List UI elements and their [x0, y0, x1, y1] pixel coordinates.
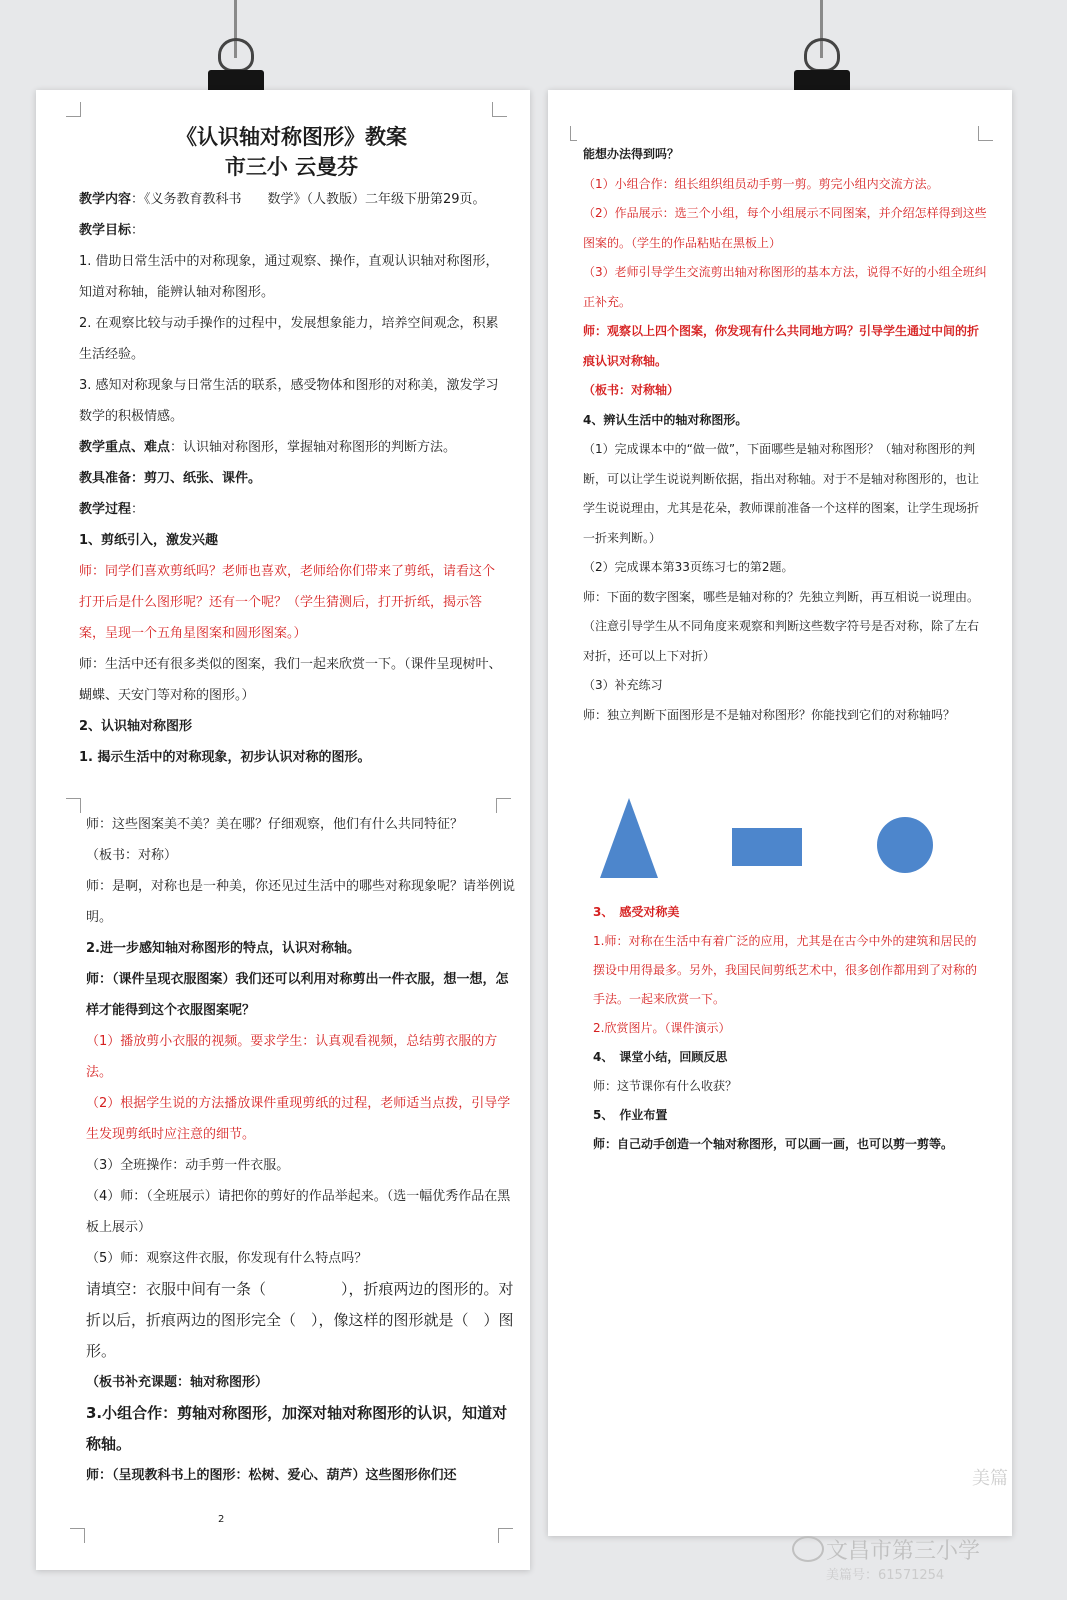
- crop-mark: [978, 126, 993, 141]
- paragraph: 教学过程：: [79, 502, 145, 517]
- watermark-logo: 美篇: [972, 1468, 1008, 1489]
- crop-mark: [570, 126, 577, 141]
- crop-mark: [66, 798, 81, 813]
- paragraph: （3）补充练习: [583, 678, 663, 692]
- crop-mark: [498, 1528, 513, 1543]
- watermark-name: 文昌市第三小学: [826, 1539, 981, 1564]
- paragraph: （3）老师引导学生交流剪出轴对称图形的基本方法，说得不好的小组全班纠正补充。: [583, 265, 987, 309]
- triangle-shape: [600, 798, 658, 878]
- left-paragraph-list-2: [86, 809, 516, 1491]
- paragraph: （2）作品展示：选三个小组，每个小组展示不同图案，并介绍怎样得到这些图案的。（学生的作品粘贴在黑板上）: [583, 206, 987, 250]
- paragraph: 教学目标：: [79, 223, 145, 238]
- document-page-right: [548, 90, 1012, 1536]
- paragraph: 3、 感受对称美: [593, 905, 680, 919]
- wechat-icon: [792, 1536, 824, 1562]
- left-column-bottom: [86, 809, 516, 1491]
- paragraph: 师：生活中还有很多类似的图案，我们一起来欣赏一下。（课件呈现树叶、蝴蝶、天安门等对称的图形。）: [79, 657, 502, 703]
- circle-shape: [877, 817, 933, 873]
- paragraph: （板书补充课题：轴对称图形）: [86, 1375, 269, 1390]
- paragraph: （板书：对称）: [86, 848, 178, 863]
- paragraph: （3）全班操作：动手剪一件衣服。: [86, 1158, 290, 1173]
- paragraph: 请填空：衣服中间有一条（ ），折痕两边的图形的。对折以后，折痕两边的图形完全（ ），像这样的图形就是（ ）图形。: [86, 1280, 514, 1360]
- paragraph: 师：这节课你有什么收获？: [593, 1079, 738, 1093]
- crop-mark: [66, 102, 81, 117]
- paragraph: 师：（课件呈现衣服图案）我们还可以利用对称剪出一件衣服，想一想，怎样才能得到这个衣服图案呢？: [86, 972, 509, 1018]
- paragraph: 教学重点、难点：认识轴对称图形，掌握轴对称图形的判断方法。: [79, 440, 457, 455]
- document-title: 《认识轴对称图形》教案: [176, 125, 407, 149]
- paragraph: 2. 在观察比较与动手操作的过程中，发展想象能力，培养空间观念，积累生活经验。: [79, 316, 499, 362]
- paragraph: （板书：对称轴）: [583, 383, 680, 397]
- paragraph: 师：这些图案美不美？美在哪？仔细观察，他们有什么共同特征？: [86, 817, 464, 832]
- paragraph: 2.进一步感知轴对称图形的特点，认识对称轴。: [86, 941, 360, 956]
- paragraph: （2）根据学生说的方法播放课件重现剪纸的过程，老师适当点拨，引导学生发现剪纸时应注意的细节。: [86, 1096, 511, 1142]
- paragraph: 1、剪纸引入，激发兴趣: [79, 533, 219, 548]
- right-column-top: [583, 140, 988, 730]
- right-paragraph-list-2: [593, 898, 983, 1159]
- right-paragraph-list: [583, 140, 988, 730]
- paragraph: 2、认识轴对称图形: [79, 719, 193, 734]
- paragraph: 师：同学们喜欢剪纸吗？老师也喜欢，老师给你们带来了剪纸，请看这个打开后是什么图形呢？还有一个呢？（学生猜测后，打开折纸，揭示答案，呈现一个五角星图案和圆形图案。）: [79, 564, 496, 641]
- paragraph: 师：（呈现教科书上的图形：松树、爱心、葫芦）这些图形你们还: [86, 1468, 457, 1483]
- watermark-id: 美篇号：61571254: [826, 1568, 945, 1583]
- paragraph: 1.师：对称在生活中有着广泛的应用，尤其是在古今中外的建筑和居民的摆设中用得最多。另外，我国民间剪纸艺术中，很多创作都用到了对称的手法。一起来欣赏一下。: [593, 934, 978, 1006]
- paragraph: 1. 借助日常生活中的对称现象，通过观察、操作，直观认识轴对称图形，知道对称轴，能辨认轴对称图形。: [79, 254, 499, 300]
- right-column-bottom: [593, 898, 983, 1159]
- paragraph: 师：独立判断下面图形是不是轴对称图形？你能找到它们的对称轴吗？: [583, 707, 956, 722]
- paragraph: 师：自己动手创造一个轴对称图形，可以画一画，也可以剪一剪等。: [593, 1137, 954, 1151]
- paragraph: （1）小组合作：组长组织组员动手剪一剪。剪完小组内交流方法。: [583, 176, 939, 191]
- document-author: 市三小 云曼芬: [224, 155, 359, 179]
- paragraph: （1）播放剪小衣服的视频。要求学生：认真观看视频，总结剪衣服的方法。: [86, 1034, 498, 1080]
- paragraph: （4）师：（全班展示）请把你的剪好的作品举起来。（选一幅优秀作品在黑板上展示）: [86, 1189, 511, 1235]
- paragraph: 3. 感知对称现象与日常生活的联系，感受物体和图形的对称美，激发学习数学的积极情感。: [79, 378, 499, 424]
- document-page-left: [36, 90, 530, 1570]
- crop-mark: [492, 102, 507, 117]
- paragraph: 教学内容：《义务教育教科书 数学》（人教版）二年级下册第29页。: [79, 192, 486, 207]
- paragraph: 师：下面的数字图案，哪些是轴对称的？先独立判断，再互相说一说理由。（注意引导学生从不同角度来观察和判断这些数字符号是否对称，除了左右对折，还可以上下对折）: [583, 589, 980, 663]
- paragraph: 师：是啊，对称也是一种美，你还见过生活中的哪些对称现象呢？请举例说明。: [86, 879, 516, 925]
- paragraph: 师：观察以上四个图案，你发现有什么共同地方吗？引导学生通过中间的折痕认识对称轴。: [583, 324, 980, 368]
- paragraph: （1）完成课本中的“做一做”，下面哪些是轴对称图形？（轴对称图形的判断，可以让学生说说判断依据，指出对称轴。对于不是轴对称图形的，也让学生说说理由，尤其是花朵，教师课前准备一个这样的图案，让学生现场折一折来判断。）: [583, 442, 980, 545]
- paragraph: 3.小组合作：剪轴对称图形，加深对轴对称图形的认识，知道对称轴。: [86, 1404, 508, 1453]
- paragraph: （2）完成课本第33页练习七的第2题。: [583, 560, 794, 574]
- paragraph: （5）师：观察这件衣服，你发现有什么特点吗？: [86, 1251, 368, 1266]
- page-number: 2: [218, 1514, 225, 1525]
- crop-mark: [70, 1528, 85, 1543]
- paragraph: 1. 揭示生活中的对称现象，初步认识对称的图形。: [79, 750, 371, 765]
- paragraph: 能想办法得到吗？: [583, 147, 680, 161]
- paragraph: 5、 作业布置: [593, 1108, 668, 1122]
- paragraph: 4、 课堂小结，回顾反思: [593, 1050, 728, 1064]
- paragraph: 教具准备：剪刀、纸张、课件。: [79, 471, 262, 486]
- left-paragraph-list: [79, 184, 504, 773]
- paragraph: 2.欣赏图片。（课件演示）: [593, 1021, 731, 1035]
- rectangle-shape: [732, 828, 802, 866]
- paragraph: 4、辨认生活中的轴对称图形。: [583, 412, 748, 427]
- left-column-top: [79, 122, 504, 773]
